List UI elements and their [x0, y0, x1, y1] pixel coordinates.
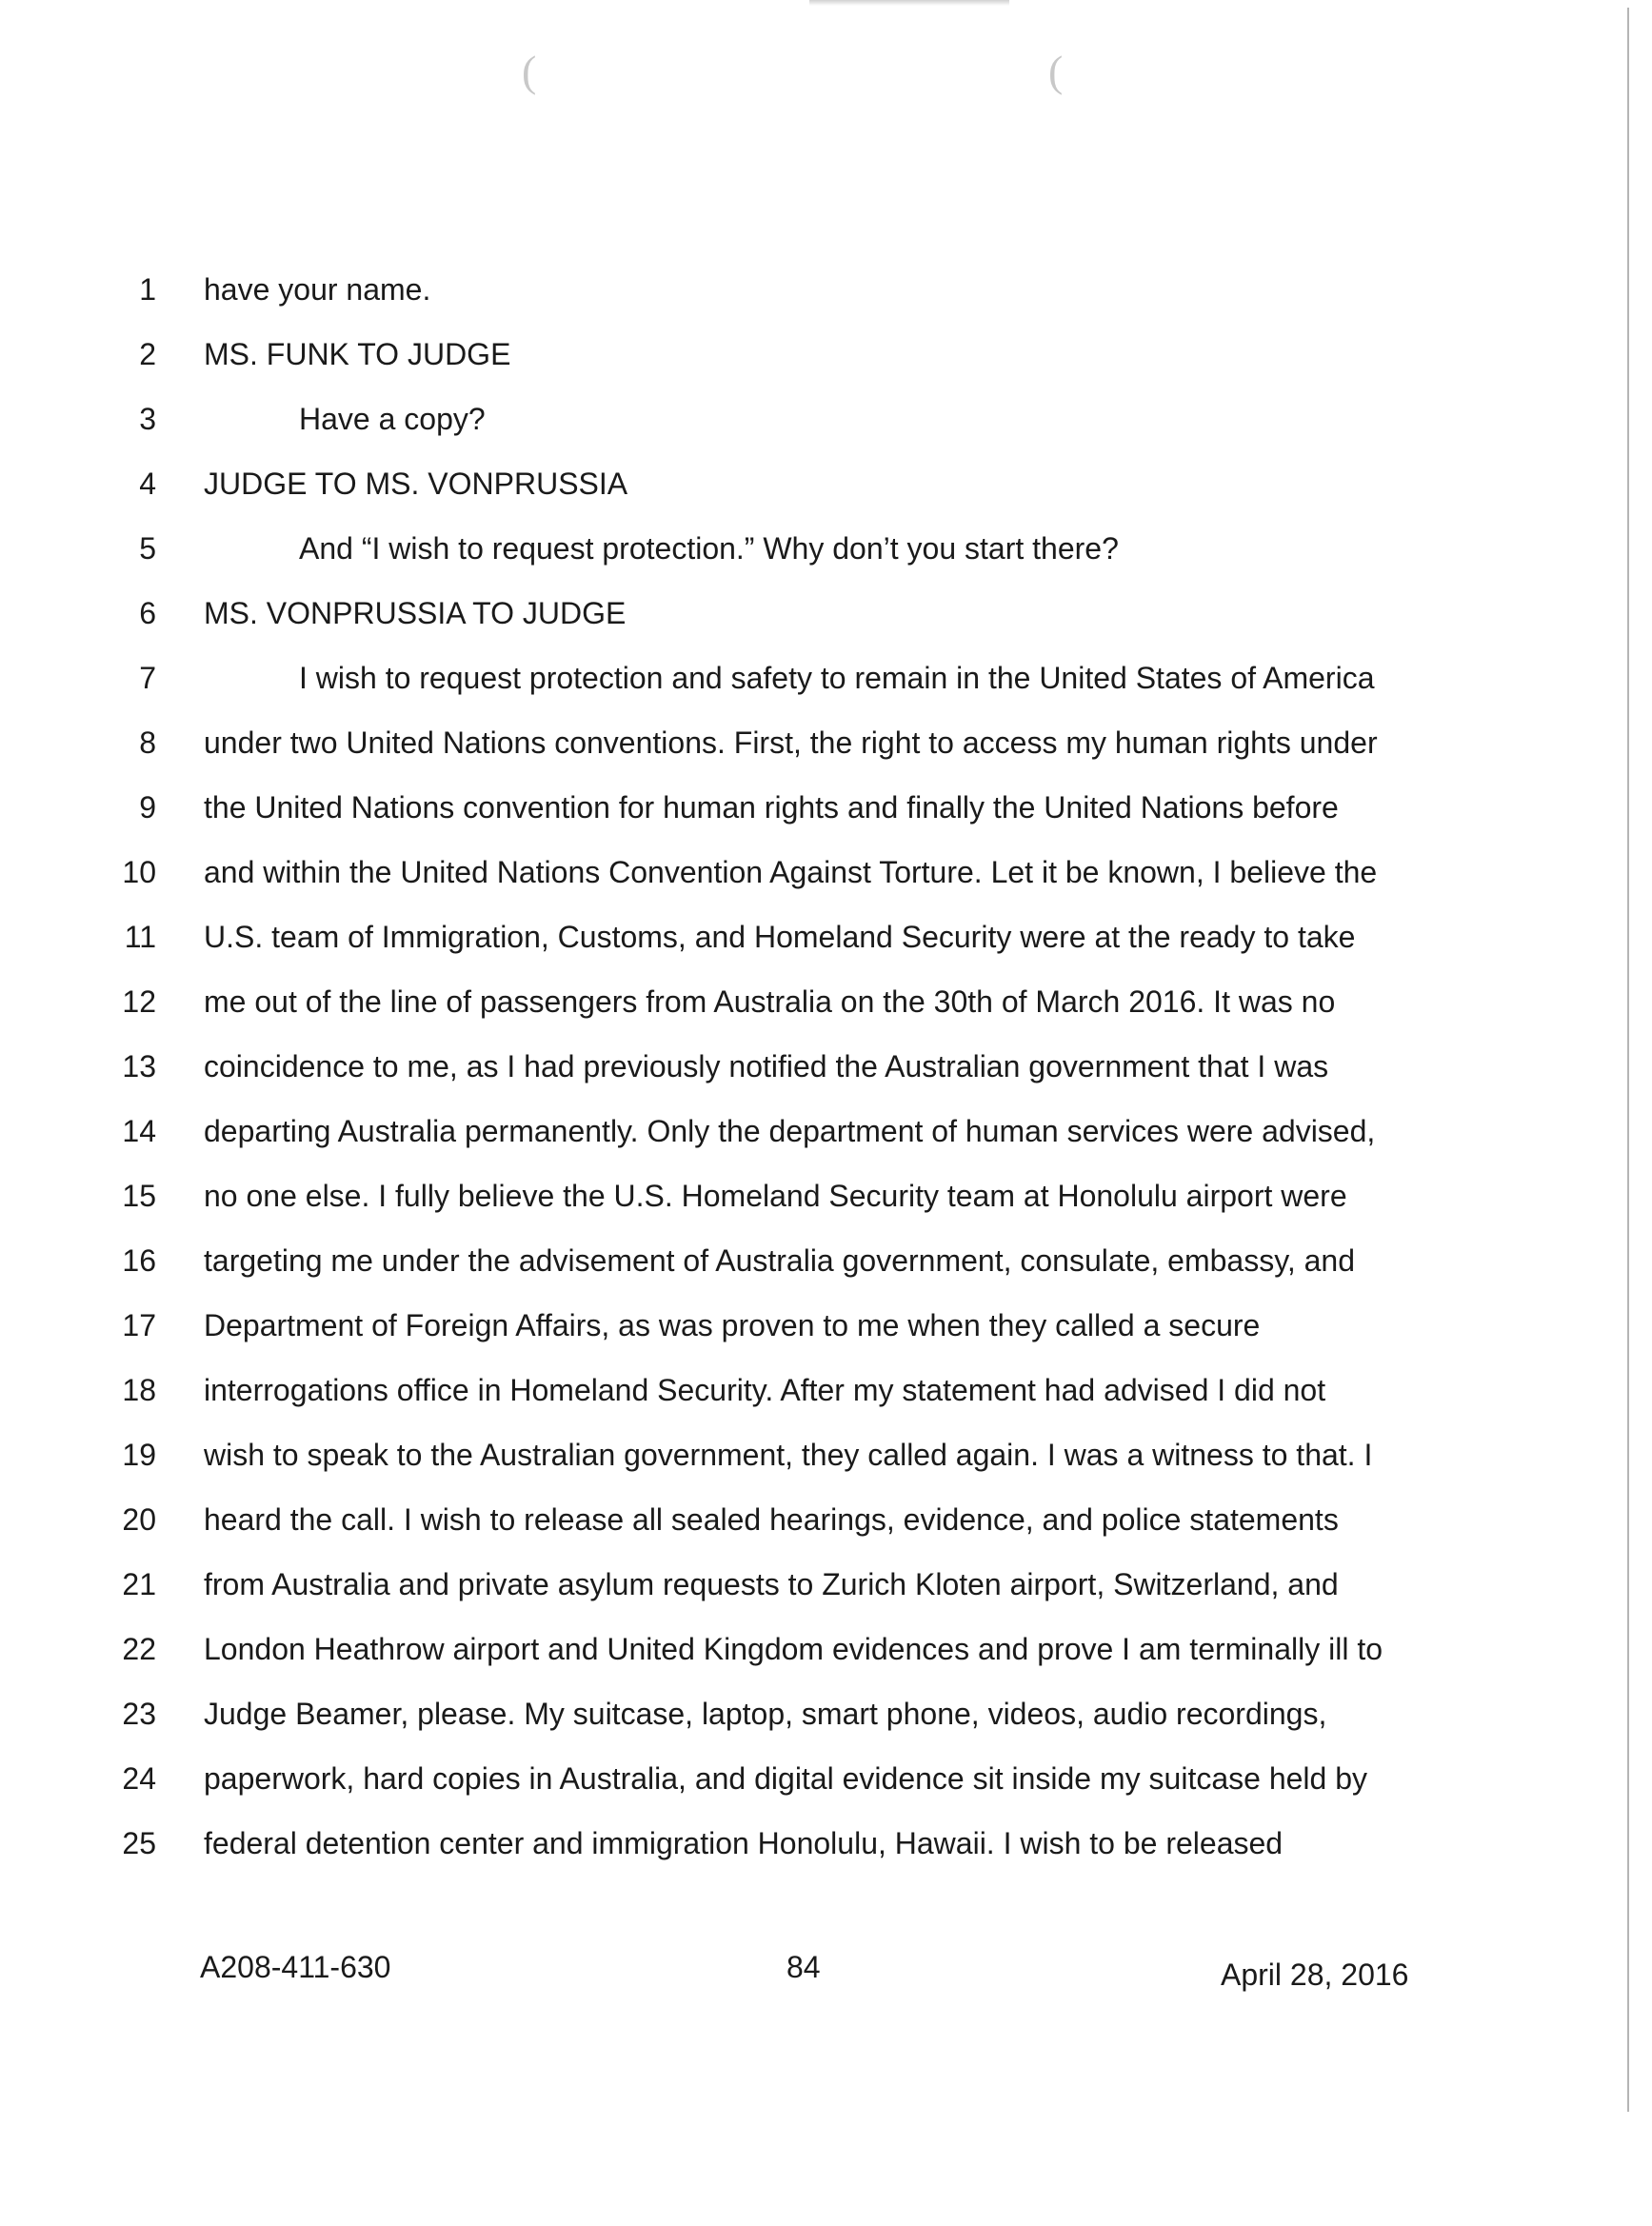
- line-text: coincidence to me, as I had previously notified the Australian government that I was: [204, 1049, 1329, 1083]
- line-text: And “I wish to request protection.” Why don’t you start there?: [299, 531, 1119, 566]
- line-text: Have a copy?: [299, 402, 486, 436]
- line-text: I wish to request protection and safety to remain in the United States of America: [299, 661, 1375, 695]
- transcript-line: [0, 1375, 1652, 1440]
- line-number: 5: [139, 531, 156, 566]
- transcript-line: [0, 792, 1652, 857]
- line-text: London Heathrow airport and United Kingdom evidences and prove I am terminally ill to: [204, 1632, 1383, 1666]
- line-number: 23: [122, 1697, 156, 1731]
- line-number: 8: [139, 725, 156, 760]
- transcript-line: [0, 339, 1652, 404]
- line-text: MS. VONPRUSSIA TO JUDGE: [204, 596, 627, 630]
- transcript-line: [0, 1569, 1652, 1634]
- transcript-line: [0, 1699, 1652, 1763]
- line-text: U.S. team of Immigration, Customs, and Homeland Security were at the ready to take: [204, 920, 1356, 954]
- line-text: from Australia and private asylum requests to Zurich Kloten airport, Switzerland, and: [204, 1567, 1339, 1601]
- line-number: 18: [122, 1373, 156, 1407]
- line-text: wish to speak to the Australian government, they called again. I was a witness to that. I: [204, 1438, 1373, 1472]
- line-text: departing Australia permanently. Only the department of human services were advised,: [204, 1114, 1376, 1148]
- transcript-line: [0, 1440, 1652, 1504]
- line-text: interrogations office in Homeland Security. After my statement had advised I did not: [204, 1373, 1326, 1407]
- transcript-line: [0, 404, 1652, 468]
- line-number: 11: [124, 920, 156, 954]
- line-text: and within the United Nations Convention Against Torture. Let it be known, I believe the: [204, 855, 1378, 889]
- line-text: JUDGE TO MS. VONPRUSSIA: [204, 467, 628, 501]
- line-number: 7: [139, 661, 156, 695]
- line-text: Judge Beamer, please. My suitcase, laptop, smart phone, videos, audio recordings,: [204, 1697, 1327, 1731]
- transcript-line: [0, 986, 1652, 1051]
- line-number: 24: [122, 1761, 156, 1796]
- line-number: 3: [139, 402, 156, 436]
- page-number: 84: [786, 1950, 821, 1984]
- transcript-line: [0, 533, 1652, 598]
- line-number: 20: [122, 1502, 156, 1537]
- hearing-date: April 28, 2016: [1221, 1958, 1409, 1992]
- line-text: federal detention center and immigration Honolulu, Hawaii. I wish to be released: [204, 1826, 1284, 1860]
- line-number: 17: [122, 1308, 156, 1342]
- transcript-line: [0, 1504, 1652, 1569]
- line-number: 2: [139, 337, 156, 371]
- transcript-line: [0, 1181, 1652, 1245]
- page-footer: [0, 1950, 1652, 1997]
- line-number: 15: [122, 1179, 156, 1213]
- transcript-line: [0, 1245, 1652, 1310]
- line-number: 25: [122, 1826, 156, 1860]
- transcript-line: [0, 1051, 1652, 1116]
- case-number: A208-411-630: [200, 1950, 391, 1984]
- line-number: 21: [122, 1567, 156, 1601]
- line-text: paperwork, hard copies in Australia, and digital evidence sit inside my suitcase held by: [204, 1761, 1367, 1796]
- transcript-line: [0, 468, 1652, 533]
- line-text: under two United Nations conventions. First, the right to access my human rights under: [204, 725, 1378, 760]
- transcript-line: [0, 1310, 1652, 1375]
- transcript-line: [0, 663, 1652, 727]
- transcript-line: [0, 857, 1652, 922]
- line-text: Department of Foreign Affairs, as was proven to me when they called a secure: [204, 1308, 1261, 1342]
- scan-mark-left: (: [522, 47, 537, 95]
- line-number: 13: [122, 1049, 156, 1083]
- scan-mark-right: (: [1048, 47, 1064, 95]
- line-number: 6: [139, 596, 156, 630]
- transcript-line: [0, 598, 1652, 663]
- line-text: me out of the line of passengers from Australia on the 30th of March 2016. It was no: [204, 984, 1336, 1019]
- line-number: 14: [122, 1114, 156, 1148]
- transcript-line: [0, 1116, 1652, 1181]
- line-number: 10: [122, 855, 156, 889]
- line-text: MS. FUNK TO JUDGE: [204, 337, 511, 371]
- line-text: no one else. I fully believe the U.S. Homeland Security team at Honolulu airport were: [204, 1179, 1347, 1213]
- scan-smudge: [809, 0, 1009, 6]
- transcript-line: [0, 922, 1652, 986]
- line-number: 22: [122, 1632, 156, 1666]
- line-number: 16: [122, 1243, 156, 1278]
- line-text: targeting me under the advisement of Australia government, consulate, embassy, and: [204, 1243, 1355, 1278]
- line-text: the United Nations convention for human rights and finally the United Nations before: [204, 790, 1339, 825]
- transcript-line: [0, 1634, 1652, 1699]
- line-text: have your name.: [204, 272, 431, 307]
- line-number: 1: [139, 272, 156, 307]
- transcript-line: [0, 274, 1652, 339]
- line-number: 19: [122, 1438, 156, 1472]
- line-number: 12: [122, 984, 156, 1019]
- transcript-line: [0, 1763, 1652, 1828]
- transcript-line: [0, 727, 1652, 792]
- line-text: heard the call. I wish to release all sealed hearings, evidence, and police statements: [204, 1502, 1339, 1537]
- line-number: 4: [139, 467, 156, 501]
- transcript-line: [0, 1828, 1652, 1893]
- line-number: 9: [139, 790, 156, 825]
